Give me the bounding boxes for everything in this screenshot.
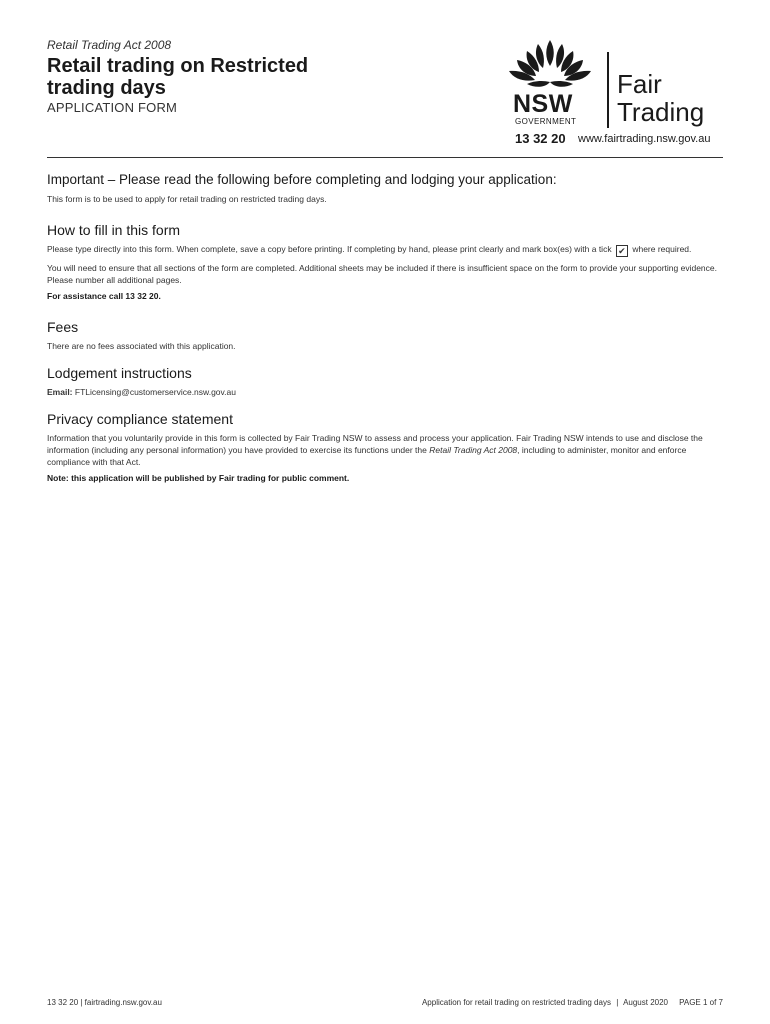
how-to-text-before-tick: Please type directly into this form. When complete, save a copy before printing. If completing by hand, please print clearly and mark box(es) with a tick [47, 244, 612, 254]
assistance-text: For assistance call 13 32 20. [47, 291, 161, 301]
lodgement-heading: Lodgement instructions [47, 365, 192, 381]
privacy-text [47, 432, 723, 468]
how-to-text-after-tick: where required. [632, 244, 692, 254]
email-address-link[interactable]: FTLicensing@customerservice.nsw.gov.au [74, 387, 236, 397]
footer-document-info [422, 998, 723, 1007]
act-name: Retail Trading Act 2008 [47, 38, 172, 52]
fees-heading: Fees [47, 319, 79, 335]
lodgement-email [47, 386, 723, 398]
footer-contact: 13 32 20 | fairtrading.nsw.gov.au [47, 998, 162, 1007]
how-to-paragraph-1 [47, 243, 723, 257]
privacy-text-before: Information that you voluntarily provide in this form is collected by Fair Trading NSW to assess and process your application. Fair Trading NSW intends to use and disclose the information (including any personal information) you have provided to exercise its functions under the [47, 433, 703, 455]
fair-wordmark: Fair [617, 69, 662, 99]
government-wordmark: GOVERNMENT [515, 117, 577, 126]
tick-box-icon: ✔ [616, 245, 628, 257]
phone-number: 13 32 20 [515, 131, 566, 146]
form-subtitle: APPLICATION FORM [47, 100, 178, 115]
trading-wordmark: Trading [617, 97, 705, 127]
website-link[interactable]: www.fairtrading.nsw.gov.au [578, 133, 711, 145]
publication-note: Note: this application will be published by Fair trading for public comment. [47, 473, 350, 483]
privacy-heading: Privacy compliance statement [47, 411, 233, 427]
privacy-act-name: Retail Trading Act 2008 [429, 445, 518, 455]
footer-doc-title: Application for retail trading on restricted trading days [421, 998, 611, 1007]
privacy-text-after: , including to administer, monitor and enforce compliance with that Act. [47, 445, 687, 467]
footer-separator: | [616, 998, 619, 1007]
how-to-heading: How to fill in this form [47, 222, 181, 238]
how-to-paragraph-2: You will need to ensure that all sections of the form are completed. Additional sheets may be included if there is insufficient space on the form to provide your supporting evidence. Please number all additional pages. [47, 263, 718, 285]
footer-page-number: PAGE 1 of 7 [679, 998, 723, 1007]
footer-date: August 2020 [623, 998, 668, 1007]
important-heading: Important – Please read the following before completing and lodging your application: [47, 172, 557, 187]
fees-text: There are no fees associated with this application. [47, 341, 236, 351]
page-title: Retail trading on Restricted trading days [47, 55, 309, 99]
important-text: This form is to be used to apply for retail trading on restricted trading days. [47, 194, 327, 204]
nsw-fair-trading-logo [505, 38, 730, 150]
logo-divider [607, 52, 609, 128]
instructions-section [47, 172, 723, 501]
header-divider [47, 157, 723, 158]
nsw-wordmark: NSW [513, 90, 573, 118]
email-label: Email: [47, 387, 73, 397]
waratah-icon [505, 38, 595, 90]
